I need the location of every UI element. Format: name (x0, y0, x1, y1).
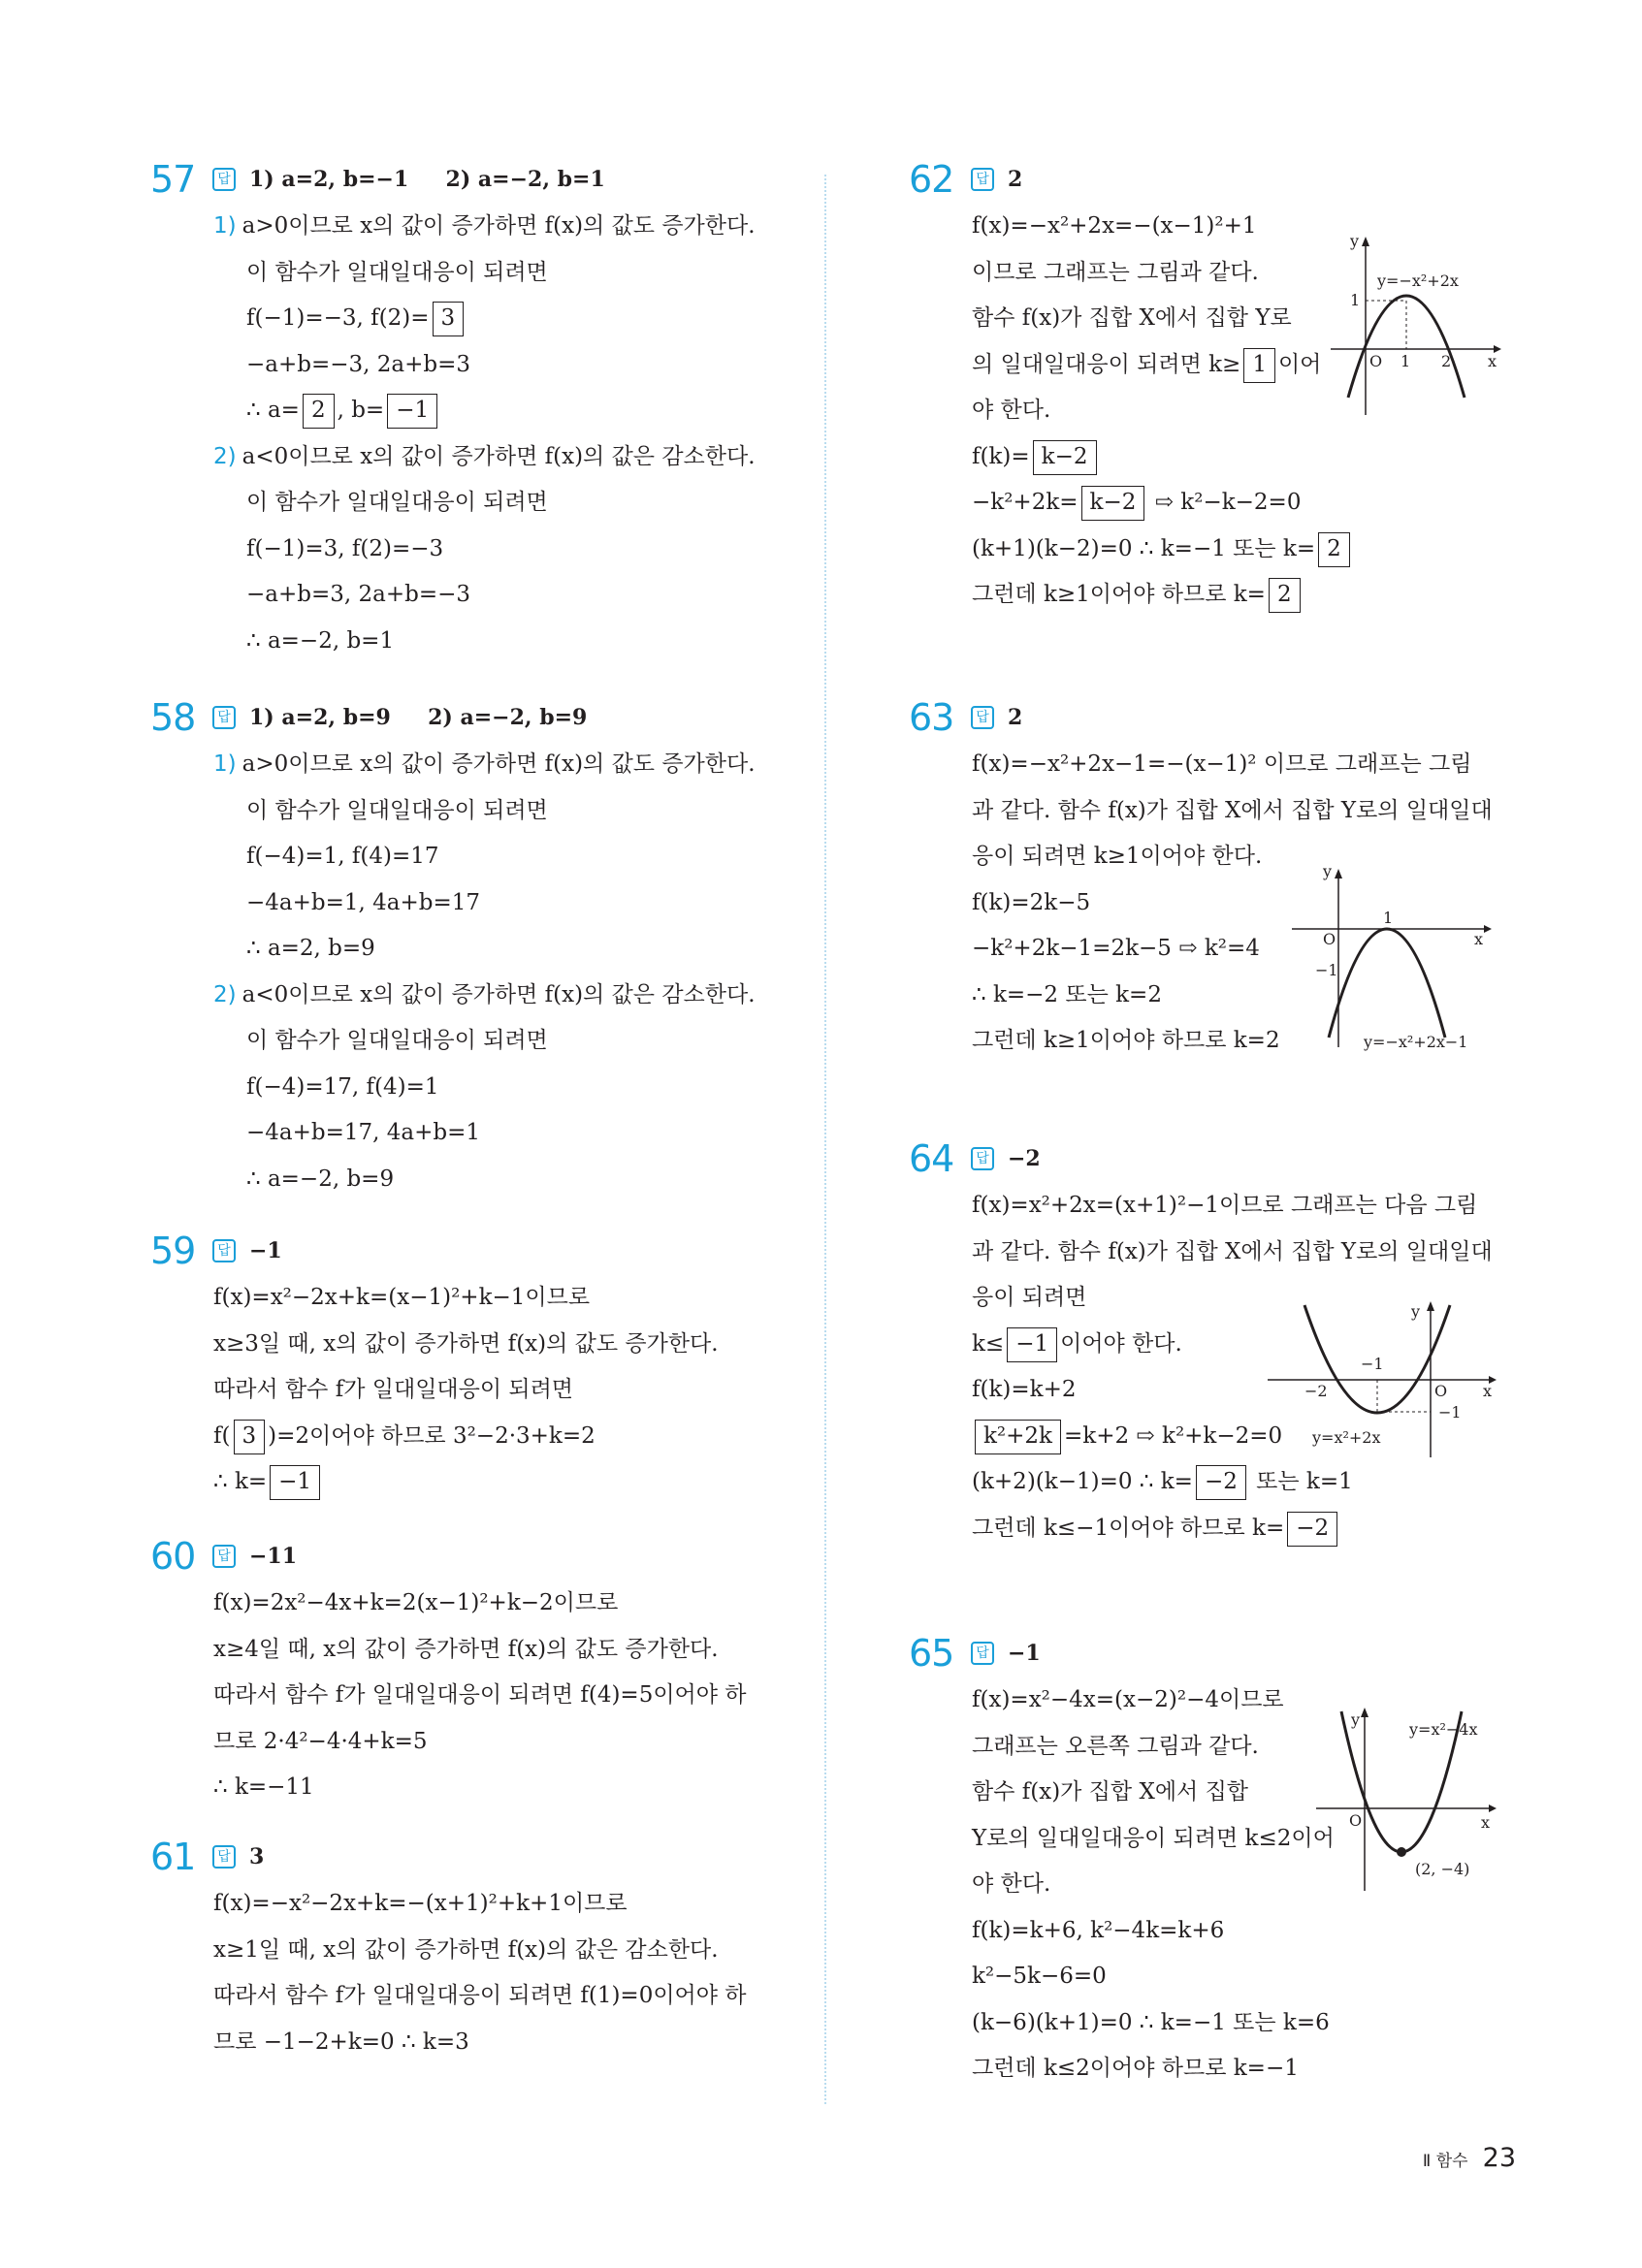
line-text: f(x)=2x²−4x+k=2(x−1)²+k−2이므로 (213, 1590, 619, 1615)
line-text: x≥3일 때, x의 값이 증가하면 f(x)의 값도 증가한다. (213, 1330, 719, 1357)
answer-text: 3 (249, 1844, 265, 1869)
graph-63-tick-1: 1 (1383, 909, 1394, 927)
line-text: k≤ (972, 1330, 1005, 1357)
line-text: f(k)=k+2 (972, 1377, 1077, 1402)
graph-64-tick-2: −2 (1304, 1382, 1328, 1400)
line-text: 야 한다. (972, 398, 1051, 423)
answer-box: k−2 (1081, 486, 1145, 521)
line-text: ∴ k=−2 또는 k=2 (972, 981, 1162, 1007)
solution-line (246, 619, 810, 665)
line-text: 따라서 함수 f가 일대일대응이 되려면 f(1)=0이어야 하 (213, 1983, 747, 2008)
solution-line (213, 1881, 810, 1928)
line-text: f(k)=2k−5 (972, 889, 1091, 915)
solution-line (972, 1459, 1529, 1506)
chapter-label: Ⅱ 함수 (1422, 2152, 1468, 2171)
line-text: −4a+b=17, 4a+b=1 (246, 1120, 481, 1145)
line-text: −a+b=3, 2a+b=−3 (246, 582, 471, 607)
page-number: 23 (1482, 2143, 1516, 2173)
line-text: ∴ a=−2, b=1 (246, 627, 395, 654)
line-text: f(x)=−x²+2x−1=−(x−1)² 이므로 그래프는 그림 (972, 751, 1472, 777)
line-text: 과 같다. 함수 f(x)가 집합 X에서 집합 Y로의 일대일대 (972, 1238, 1493, 1264)
problem-header (150, 1227, 810, 1275)
line-text: ∴ k= (213, 1469, 268, 1494)
answer-text: −2 (1008, 1146, 1041, 1171)
problem-header (909, 693, 1529, 742)
answer-text: 2 (1008, 705, 1023, 730)
answer-badge: 답 (971, 1147, 994, 1170)
solution-lines (213, 1881, 810, 2065)
line-text: 그런데 k≤2이어야 하므로 k=−1 (972, 2056, 1299, 2081)
answer-box: 3 (433, 302, 465, 336)
line-text: 므로 −1−2+k=0 ∴ k=3 (213, 2028, 469, 2055)
line-text: −k²+2k= (972, 490, 1079, 515)
graph-65-origin: O (1349, 1811, 1363, 1830)
answer-badge: 답 (971, 168, 994, 191)
line-text: f(−4)=17, f(4)=1 (246, 1073, 439, 1100)
answer-text: −1 (1008, 1641, 1041, 1666)
solution-line (213, 973, 810, 1019)
solution-line (213, 204, 810, 250)
solution-line (972, 2046, 1529, 2092)
solution-line (246, 788, 810, 835)
line-text: a<0이므로 x의 값이 증가하면 f(x)의 값은 감소한다. (241, 981, 756, 1007)
line-text: ∴ a= (246, 398, 300, 423)
solution-line (972, 434, 1529, 481)
solution-line (246, 926, 810, 973)
answer-badge: 답 (212, 168, 236, 191)
line-text: 므로 2·4²−4·4+k=5 (213, 1728, 428, 1754)
solution-lines (213, 1581, 810, 1811)
problem-number: 65 (909, 1632, 954, 1675)
line-text: f(k)= (972, 443, 1030, 469)
answer-badge: 답 (212, 1845, 236, 1869)
answer-box: −2 (1196, 1465, 1246, 1500)
line-text: 그런데 k≥1이어야 하므로 k= (972, 582, 1266, 607)
line-text: 이 함수가 일대일대응이 되려면 (246, 1028, 548, 1053)
answer-text: 1) a=2, b=9 2) a=−2, b=9 (249, 705, 588, 730)
graph-62-y-label: y (1350, 233, 1360, 250)
answer-box: −1 (387, 394, 437, 429)
problem-number: 63 (909, 696, 954, 739)
solution-line (213, 1275, 810, 1322)
problem-number: 59 (150, 1230, 196, 1272)
graph-63-origin: O (1323, 930, 1336, 948)
line-text-cont: 또는 k=1 (1248, 1469, 1353, 1494)
line-text: Y로의 일대일대응이 되려면 k≤2이어 (972, 1825, 1335, 1851)
solution-line (972, 742, 1529, 788)
graph-64-equation: y=x²+2x (1312, 1428, 1381, 1447)
problem-number: 62 (909, 158, 954, 201)
line-text: 이므로 그래프는 그림과 같다. (972, 259, 1259, 285)
line-text: 이 함수가 일대일대응이 되려면 (246, 259, 548, 285)
solution-line (213, 742, 810, 788)
answer-box: k−2 (1033, 440, 1097, 475)
solution-line (213, 1928, 810, 1974)
line-text: (k+1)(k−2)=0 ∴ k=−1 또는 k= (972, 535, 1316, 561)
problem-header (909, 1134, 1529, 1183)
problem-59 (150, 1227, 810, 1506)
line-text: (k+2)(k−1)=0 ∴ k= (972, 1469, 1193, 1494)
graph-64-tick-1: −1 (1361, 1355, 1384, 1373)
line-text: −a+b=−3, 2a+b=3 (246, 351, 471, 377)
line-text: a<0이므로 x의 값이 증가하면 f(x)의 값은 감소한다. (241, 443, 756, 469)
solution-line (972, 572, 1529, 619)
problem-number: 58 (150, 696, 196, 739)
solution-line (213, 1322, 810, 1368)
solution-line (972, 788, 1529, 835)
sub-number: 2) (213, 443, 237, 469)
answer-badge: 답 (212, 706, 236, 729)
solution-lines (213, 1275, 810, 1506)
line-text: a>0이므로 x의 값이 증가하면 f(x)의 값도 증가한다. (241, 751, 756, 777)
graph-65-y-label: y (1351, 1710, 1361, 1729)
problem-61 (150, 1833, 810, 2065)
line-text: 그래프는 오른쪽 그림과 같다. (972, 1733, 1259, 1759)
graph-63-ytick: −1 (1315, 961, 1338, 979)
problem-number: 60 (150, 1535, 196, 1578)
answer-badge: 답 (212, 1239, 236, 1262)
sub-number: 2) (213, 981, 237, 1007)
line-text-cont: 이어 (1277, 351, 1322, 377)
line-text: x≥1일 때, x의 값이 증가하면 f(x)의 값은 감소한다. (213, 1936, 719, 1963)
solution-line (972, 2000, 1529, 2047)
answer-badge: 답 (971, 706, 994, 729)
graph-62-x-label: x (1488, 352, 1497, 370)
answer-box: 1 (1243, 348, 1275, 383)
problem-header (150, 155, 810, 204)
line-text: ∴ a=2, b=9 (246, 936, 375, 961)
line-text: f(x)=−x²+2x=−(x−1)²+1 (972, 213, 1257, 239)
problem-number: 64 (909, 1137, 954, 1180)
graph-64 (1266, 1297, 1503, 1462)
line-text: f( (213, 1422, 231, 1449)
solution-line (213, 1367, 810, 1414)
solution-line (213, 1459, 810, 1506)
solution-line (972, 1954, 1529, 2000)
line-text: 따라서 함수 f가 일대일대응이 되려면 f(4)=5이어야 하 (213, 1682, 747, 1708)
solution-line (246, 296, 810, 342)
graph-63-y-label: y (1323, 863, 1333, 880)
solution-line (246, 527, 810, 573)
answer-box: 2 (303, 394, 335, 429)
graph-65-x-label: x (1481, 1813, 1491, 1832)
problem-58 (150, 693, 810, 1202)
line-text: 그런데 k≤−1이어야 하므로 k= (972, 1515, 1285, 1541)
answer-box: −2 (1287, 1512, 1337, 1547)
answer-badge: 답 (212, 1545, 236, 1568)
graph-63-x-label: x (1474, 930, 1484, 948)
line-text: 응이 되려면 (972, 1285, 1087, 1310)
answer-text: −11 (249, 1544, 298, 1569)
sub-number: 1) (213, 213, 237, 239)
graph-62 (1329, 233, 1503, 417)
problem-header (909, 1629, 1529, 1677)
line-text: f(x)=x²−4x=(x−2)²−4이므로 (972, 1687, 1284, 1712)
answer-box: 2 (1318, 532, 1350, 567)
line-text: 따라서 함수 f가 일대일대응이 되려면 (213, 1377, 574, 1402)
line-text: k²−5k−6=0 (972, 1964, 1107, 1989)
line-text-cont: 이어야 한다. (1060, 1330, 1182, 1357)
line-text: 과 같다. 함수 f(x)가 집합 X에서 집합 Y로의 일대일대 (972, 797, 1493, 823)
line-text: 응이 되려면 k≥1이어야 한다. (972, 844, 1263, 869)
line-text: 야 한다. (972, 1871, 1051, 1897)
solution-line (246, 250, 810, 297)
line-text: 이 함수가 일대일대응이 되려면 (246, 490, 548, 515)
graph-62-tick-2: 2 (1441, 352, 1452, 370)
line-text: 그런데 k≥1이어야 하므로 k=2 (972, 1028, 1280, 1053)
answer-text: 2 (1008, 167, 1023, 192)
solution-line (246, 572, 810, 619)
problem-header (909, 155, 1529, 204)
solution-line (213, 1765, 810, 1811)
solution-lines (213, 742, 810, 1202)
line-text-cont: )=2이어야 하므로 3²−2·3+k=2 (268, 1422, 596, 1449)
graph-65-equation: y=x²−4x (1409, 1720, 1478, 1739)
problem-57 (150, 155, 810, 664)
graph-64-ytick: −1 (1438, 1403, 1462, 1421)
graph-62-tick-1: 1 (1401, 352, 1411, 370)
graph-62-origin: O (1369, 352, 1383, 370)
solution-line (246, 480, 810, 527)
line-text: f(x)=x²−2x+k=(x−1)²+k−1이므로 (213, 1285, 591, 1310)
solution-line (246, 1018, 810, 1065)
line-text: a>0이므로 x의 값이 증가하면 f(x)의 값도 증가한다. (241, 213, 756, 239)
solution-line (213, 1673, 810, 1719)
line-text: f(x)=x²+2x=(x+1)²−1이므로 그래프는 다음 그림 (972, 1193, 1478, 1218)
line-text: 이 함수가 일대일대응이 되려면 (246, 797, 548, 823)
solution-line (246, 342, 810, 389)
graph-63 (1290, 863, 1503, 1057)
line-text-cont: ⇨ k²−k−2=0 (1147, 490, 1302, 515)
solution-line (213, 1973, 810, 2020)
solution-line (246, 1110, 810, 1157)
solution-line (246, 834, 810, 880)
problem-60 (150, 1532, 810, 1811)
graph-62-equation: y=−x²+2x (1377, 272, 1459, 290)
solution-lines (213, 204, 810, 664)
graph-62-ytick-1: 1 (1350, 291, 1361, 309)
column-divider (824, 175, 826, 2104)
sub-number: 1) (213, 751, 237, 777)
solution-line (213, 1719, 810, 1766)
line-text: f(x)=−x²−2x+k=−(x+1)²+k+1이므로 (213, 1891, 628, 1916)
line-text: −4a+b=1, 4a+b=17 (246, 889, 481, 915)
solution-line (213, 1414, 810, 1460)
answer-box: k²+2k (975, 1420, 1061, 1454)
solution-line (972, 1183, 1529, 1230)
line-text: ∴ a=−2, b=9 (246, 1166, 395, 1192)
answer-box: −1 (270, 1465, 320, 1500)
graph-65-vertex: (2, −4) (1415, 1860, 1470, 1878)
answer-box: 3 (234, 1420, 266, 1454)
line-text: (k−6)(k+1)=0 ∴ k=−1 또는 k=6 (972, 2009, 1330, 2035)
answer-badge: 답 (971, 1642, 994, 1665)
line-text: f(−1)=−3, f(2)= (246, 305, 430, 331)
problem-header (150, 1532, 810, 1581)
problem-number: 61 (150, 1836, 196, 1878)
graph-64-y-label: y (1411, 1302, 1421, 1321)
page-footer (1423, 2143, 1516, 2173)
line-text-cont: =k+2 ⇨ k²+k−2=0 (1064, 1422, 1283, 1449)
graph-64-x-label: x (1483, 1382, 1493, 1400)
solution-line (213, 434, 810, 481)
solution-line (213, 1581, 810, 1627)
graph-63-equation: y=−x²+2x−1 (1364, 1033, 1468, 1051)
solution-line (246, 1157, 810, 1203)
answer-text: 1) a=2, b=−1 2) a=−2, b=1 (249, 167, 605, 192)
solution-line (972, 1230, 1529, 1276)
graph-65 (1314, 1702, 1518, 1896)
line-text: 함수 f(x)가 집합 X에서 집합 (972, 1779, 1249, 1805)
line-text: f(−1)=3, f(2)=−3 (246, 535, 444, 561)
solution-line (246, 1065, 810, 1111)
problem-header (150, 693, 810, 742)
line-text: ∴ k=−11 (213, 1774, 314, 1800)
problem-header (150, 1833, 810, 1881)
answer-text: −1 (249, 1238, 282, 1263)
answer-box: −1 (1007, 1327, 1057, 1362)
solution-line (972, 480, 1529, 527)
solution-line (213, 1627, 810, 1674)
line-text: 의 일대일대응이 되려면 k≥ (972, 351, 1241, 377)
solution-line (972, 527, 1529, 573)
graph-64-origin: O (1434, 1382, 1448, 1400)
solution-line (213, 2020, 810, 2066)
solution-line (972, 1506, 1529, 1552)
line-text-cont: , b= (337, 398, 385, 423)
solution-line (246, 388, 810, 434)
answer-box: 2 (1269, 578, 1301, 613)
solution-line (246, 880, 810, 927)
line-text: x≥4일 때, x의 값이 증가하면 f(x)의 값도 증가한다. (213, 1636, 719, 1662)
line-text: −k²+2k−1=2k−5 ⇨ k²=4 (972, 936, 1260, 961)
problem-number: 57 (150, 158, 196, 201)
line-text: f(−4)=1, f(4)=17 (246, 844, 439, 869)
solution-line (972, 1908, 1529, 1955)
line-text: 함수 f(x)가 집합 X에서 집합 Y로 (972, 305, 1292, 331)
line-text: f(k)=k+6, k²−4k=k+6 (972, 1917, 1225, 1943)
